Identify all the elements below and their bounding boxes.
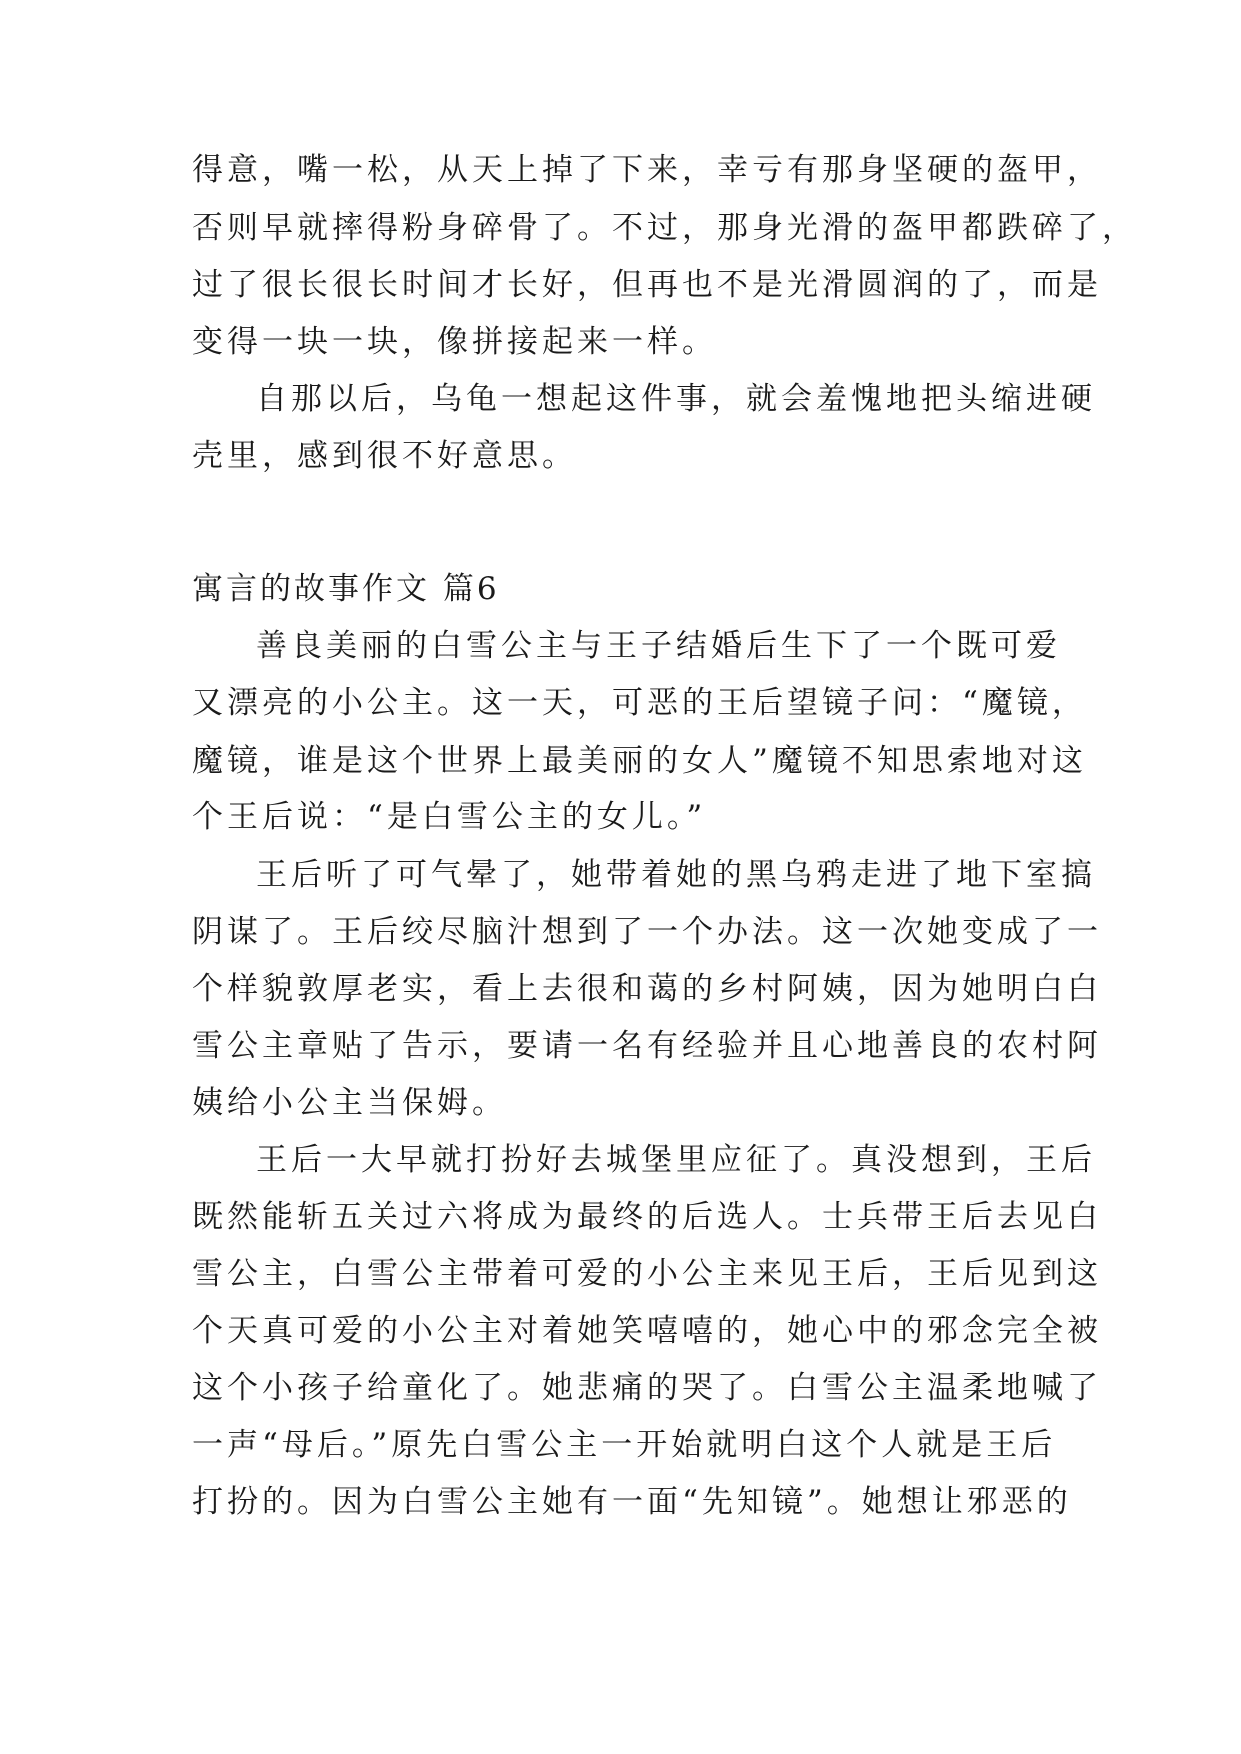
paragraph-line: 王后听了可气晕了，她带着她的黑乌鸦走进了地下室搞 bbox=[256, 857, 1096, 893]
paragraph-line: 又漂亮的小公主。这一天，可恶的王后望镜子问：“魔镜， bbox=[192, 685, 1087, 721]
paragraph-line: 一声“母后。”原先白雪公主一开始就明白这个人就是王后 bbox=[192, 1427, 1057, 1463]
paragraph-line: 否则早就摔得粉身碎骨了。不过，那身光滑的盔甲都跌碎了， bbox=[192, 210, 1137, 246]
paragraph-line: 个王后说：“是白雪公主的女儿。” bbox=[192, 799, 707, 835]
paragraph-line: 雪公主，白雪公主带着可爱的小公主来见王后，王后见到这 bbox=[192, 1256, 1102, 1292]
paragraph-line: 雪公主章贴了告示，要请一名有经验并且心地善良的农村阿 bbox=[192, 1028, 1102, 1064]
paragraph-line: 过了很长很长时间才长好，但再也不是光滑圆润的了，而是 bbox=[192, 267, 1102, 303]
paragraph-line: 姨给小公主当保姆。 bbox=[192, 1085, 507, 1121]
paragraph-line: 阴谋了。王后绞尽脑汁想到了一个办法。这一次她变成了一 bbox=[192, 914, 1102, 950]
paragraph-line: 自那以后，乌龟一想起这件事，就会羞愧地把头缩进硬 bbox=[256, 381, 1096, 417]
paragraph-line: 这个小孩子给童化了。她悲痛的哭了。白雪公主温柔地喊了 bbox=[192, 1370, 1102, 1406]
paragraph-line: 个天真可爱的小公主对着她笑嘻嘻的，她心中的邪念完全被 bbox=[192, 1313, 1102, 1349]
paragraph-line: 善良美丽的白雪公主与王子结婚后生下了一个既可爱 bbox=[256, 628, 1061, 664]
paragraph-line: 既然能斩五关过六将成为最终的后选人。士兵带王后去见白 bbox=[192, 1199, 1102, 1235]
paragraph-line: 得意，嘴一松，从天上掉了下来，幸亏有那身坚硬的盔甲， bbox=[192, 152, 1102, 188]
paragraph-line: 个样貌敦厚老实，看上去很和蔼的乡村阿姨，因为她明白白 bbox=[192, 971, 1102, 1007]
section-heading: 寓言的故事作文 篇6 bbox=[192, 571, 500, 607]
paragraph-line: 变得一块一块，像拼接起来一样。 bbox=[192, 324, 717, 360]
paragraph-line: 魔镜，谁是这个世界上最美丽的女人”魔镜不知思索地对这 bbox=[192, 743, 1087, 779]
paragraph-line: 壳里，感到很不好意思。 bbox=[192, 438, 577, 474]
paragraph-line: 王后一大早就打扮好去城堡里应征了。真没想到，王后 bbox=[256, 1142, 1096, 1178]
paragraph-line: 打扮的。因为白雪公主她有一面“先知镜”。她想让邪恶的 bbox=[192, 1484, 1072, 1520]
